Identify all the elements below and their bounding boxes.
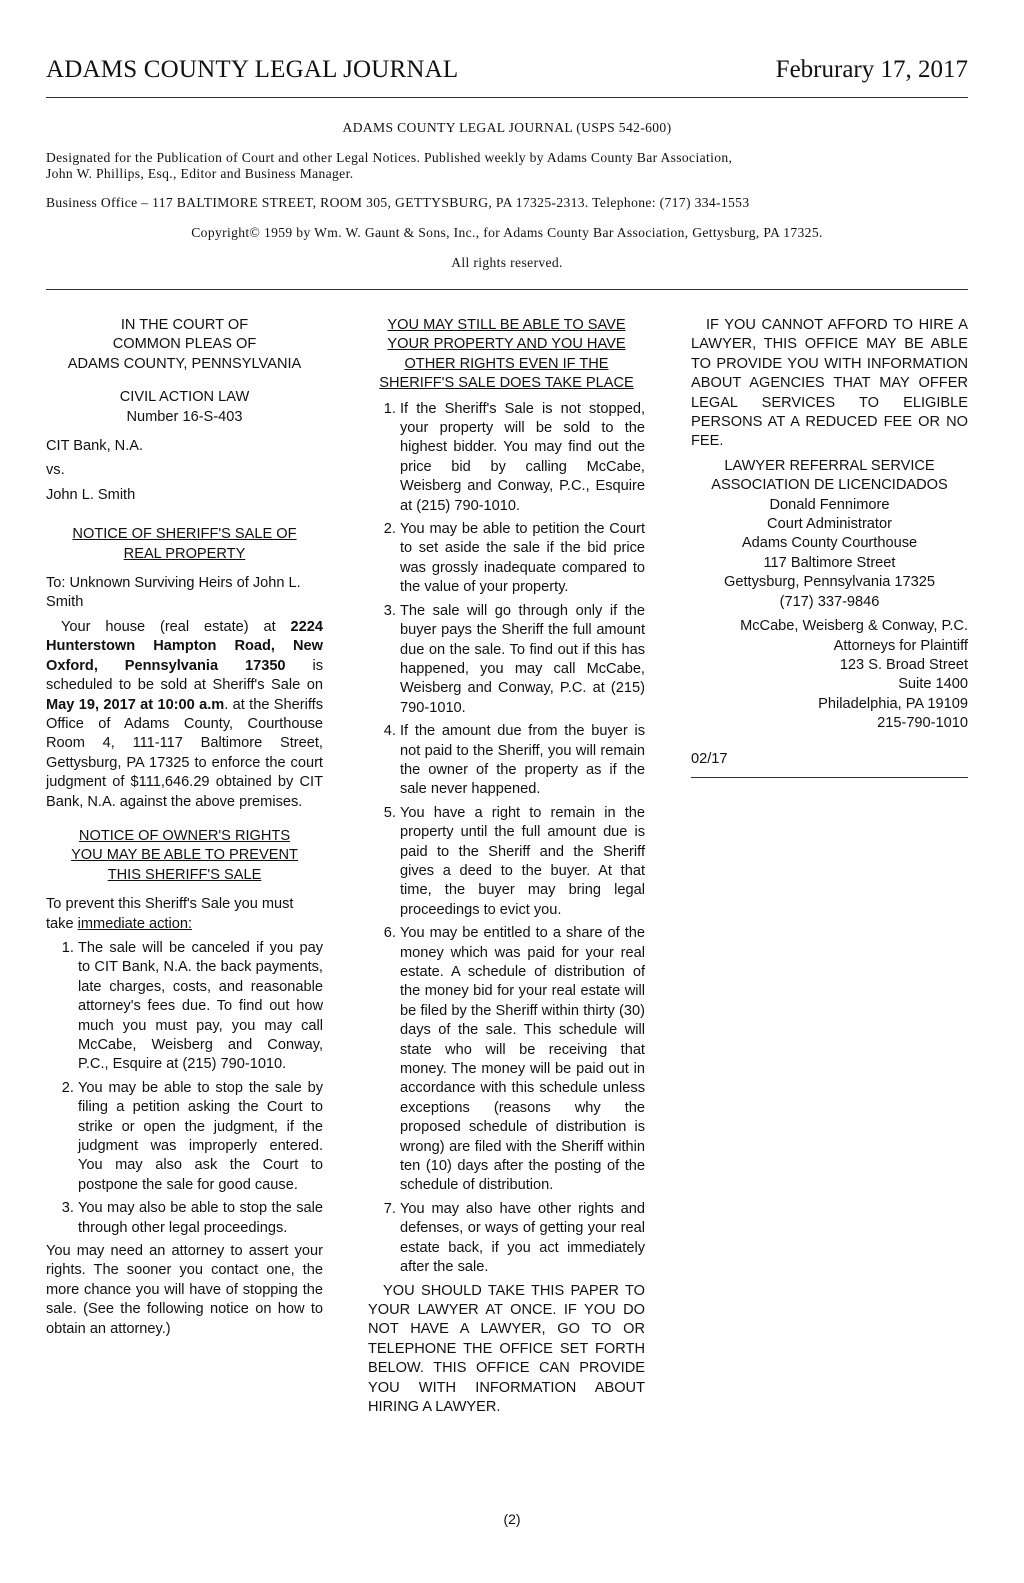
attorney-line: 123 S. Broad Street <box>839 656 968 673</box>
list-item: 6. You may be entitled to a share of the money which was paid for your real estate. A schedule of distribution of the money bid for your real estate will be filed by the Sheriff within thirty (30) days of the sale. This schedule will state who will be receiving that money. The money will be paid out in accordance with this schedule unless exceptions (reasons why the proposed schedule of distribution is wrong) are filed with the Sheriff within ten (10) days after the posting of the schedule of distribution. <box>400 924 645 1196</box>
court-line-3: ADAMS COUNTY, PENNSYLVANIA <box>67 355 302 372</box>
court-line-1: IN THE COURT OF <box>120 317 249 333</box>
action-line-1: CIVIL ACTION LAW <box>119 389 250 406</box>
header-rule <box>46 97 968 98</box>
copyright: Copyright© 1959 by Wm. W. Gaunt & Sons, Inc., for Adams County Bar Association, Gettysburg, PA 17325. <box>191 225 823 240</box>
masthead-designation <box>46 150 968 182</box>
referral-line: 117 Baltimore Street <box>763 554 896 571</box>
column-3 <box>691 316 968 778</box>
rights-title-2: YOU MAY BE ABLE TO PREVENT <box>71 847 298 864</box>
designation-line-1: Designated for the Publication of Court and other Legal Notices. Published weekly by Adams County Bar Association, <box>46 150 733 165</box>
designation-line-2: John W. Phillips, Esq., Editor and Business Manager. <box>46 166 354 181</box>
sale-text-c: is scheduled to be sold at Sheriff's Sale on <box>46 657 323 694</box>
save-title-4: SHERIFF'S SALE DOES TAKE PLACE <box>379 375 634 392</box>
issue-date: Februrary 17, 2017 <box>775 56 968 83</box>
masthead-rule <box>46 289 968 290</box>
attorney-firm: McCabe, Weisberg & Conway, P.C. <box>740 618 968 635</box>
sale-date: May 19, 2017 at 10:00 a.m <box>46 696 225 713</box>
end-rule <box>691 777 968 778</box>
court-line-2: COMMON PLEAS OF <box>112 336 257 353</box>
rights-title-1: NOTICE OF OWNER'S RIGHTS <box>78 827 291 844</box>
versus: vs. <box>46 462 65 479</box>
plaintiff: CIT Bank, N.A. <box>46 438 144 455</box>
rights-title-3: THIS SHERIFF'S SALE <box>107 866 262 883</box>
referral-line: ASSOCIATION DE LICENCIDADOS <box>711 477 948 494</box>
list-item: 7. You may also have other rights and defenses, or ways of getting your real estate back, if you act immediately after the sale. <box>400 1200 645 1278</box>
referral-service <box>691 457 968 612</box>
save-title-2: YOUR PROPERTY AND YOU HAVE <box>387 336 626 353</box>
save-title-3: OTHER RIGHTS EVEN IF THE <box>404 355 609 372</box>
attorney-line: Suite 1400 <box>898 676 968 693</box>
referral-line: Gettysburg, Pennsylvania 17325 <box>724 574 935 591</box>
notice-title-1: NOTICE OF SHERIFF'S SALE OF <box>72 526 297 543</box>
page-header <box>46 56 968 90</box>
prevent-intro <box>46 895 323 934</box>
action-line-2: Number 16-S-403 <box>126 408 243 425</box>
referral-line: (717) 337-9846 <box>779 593 880 610</box>
defendant: John L. Smith <box>46 486 136 503</box>
list-item: 1. The sale will be canceled if you pay to CIT Bank, N.A. the back payments, late charges, costs, and reasonable attorney's fees due. To find out how much you must pay, you may call McCabe, Weisberg and Conway, P.C., Esquire at (215) 790-1010. <box>78 939 323 1075</box>
attorney-paragraph: You may need an attorney to assert your rights. The sooner you contact one, the more chance you will have of stopping the sale. (See the following notice on how to obtain an attorney.) <box>46 1243 323 1337</box>
referral-line: Court Administrator <box>767 516 892 533</box>
sale-text-a: Your house (real estate) at <box>61 618 291 635</box>
attorney-line: 215-790-1010 <box>877 715 968 732</box>
masthead-name: ADAMS COUNTY LEGAL JOURNAL (USPS 542-600) <box>342 120 672 135</box>
take-paper-paragraph: YOU SHOULD TAKE THIS PAPER TO YOUR LAWYER AT ONCE. IF YOU DO NOT HAVE A LAWYER, GO TO OR TELEPHONE THE OFFICE SET FORTH BELOW. THIS OFFICE CAN PROVIDE YOU WITH INFORMATION ABOUT HIRING A LAWYER. <box>368 1282 645 1415</box>
referral-line: Adams County Courthouse <box>741 535 918 552</box>
list-item: 5. You have a right to remain in the property until the full amount due is paid to the Sheriff and the Sheriff gives a deed to the buyer. At that time, the buyer may bring legal proceedings to evict you. <box>400 804 645 920</box>
notice-title-2: REAL PROPERTY <box>123 545 246 562</box>
journal-title: ADAMS COUNTY LEGAL JOURNAL <box>46 56 459 83</box>
rights-list <box>368 400 645 1278</box>
attorney-line: Philadelphia, PA 19109 <box>818 695 968 712</box>
list-item: 4. If the amount due from the buyer is not paid to the Sheriff, you will remain the owner of the property as if the sale never happened. <box>400 722 645 800</box>
notice-date: 02/17 <box>691 750 728 767</box>
referral-line: LAWYER REFERRAL SERVICE <box>724 457 935 474</box>
list-item: 1. If the Sheriff's Sale is not stopped, your property will be sold to the highest bidder. You may find out the price bid by calling McCabe, Weisberg and Conway, P.C., Esquire at (215) 790-1010. <box>400 400 645 516</box>
list-item: 3. The sale will go through only if the buyer pays the Sheriff the full amount due on the sale. To find out if this has happened, you may call McCabe, Weisberg and Conway, P.C. at (215) 790-1010. <box>400 602 645 718</box>
sale-text-e: . at the Sheriffs Office of Adams County, Courthouse Room 4, 111-117 Baltimore Street, Gettysburg, PA 17325 to enforce the court judgment of $111,646.29 obtained by CIT Bank, N.A. against the above premises. <box>46 696 323 810</box>
prevent-list <box>46 939 323 1238</box>
cannot-afford-paragraph: IF YOU CANNOT AFFORD TO HIRE A LAWYER, THIS OFFICE MAY BE ABLE TO PROVIDE YOU WITH INFORMATION ABOUT AGENCIES THAT MAY OFFER LEGAL SERVICES TO ELIGIBLE PERSONS AT A REDUCED FEE OR NO FEE. <box>691 317 968 450</box>
notice-recipient: To: Unknown Surviving Heirs of John L. Smith <box>46 575 301 611</box>
list-item: 2. You may be able to petition the Court to set aside the sale if the bid price was grossly inadequate compared to the value of your property. <box>400 520 645 598</box>
property-address: 2224 Hunterstown Hampton Road, New Oxford, Pennsylvania 17350 <box>46 618 323 674</box>
list-item: 3. You may also be able to stop the sale through other legal proceedings. <box>78 1199 323 1238</box>
column-2 <box>368 316 645 1417</box>
sale-notice-paragraph <box>46 618 323 812</box>
attorney-signature <box>691 617 968 733</box>
column-1 <box>46 316 323 1339</box>
immediate-action: immediate action: <box>77 915 193 932</box>
business-office: Business Office – 117 BALTIMORE STREET, ROOM 305, GETTYSBURG, PA 17325-2313. Telephone: (717) 334-1553 <box>46 195 750 210</box>
prevent-text: To prevent this Sheriff's Sale you must take <box>46 896 294 932</box>
referral-line: Donald Fennimore <box>769 496 890 513</box>
attorney-line: Attorneys for Plaintiff <box>833 637 968 654</box>
save-title-1: YOU MAY STILL BE ABLE TO SAVE <box>387 317 626 333</box>
page-number: (2) <box>503 1511 521 1527</box>
list-item: 2. You may be able to stop the sale by filing a petition asking the Court to strike or open the judgment, if the judgment was improperly entered. You may also ask the Court to postpone the sale for good cause. <box>78 1079 323 1195</box>
rights-reserved: All rights reserved. <box>451 255 563 270</box>
